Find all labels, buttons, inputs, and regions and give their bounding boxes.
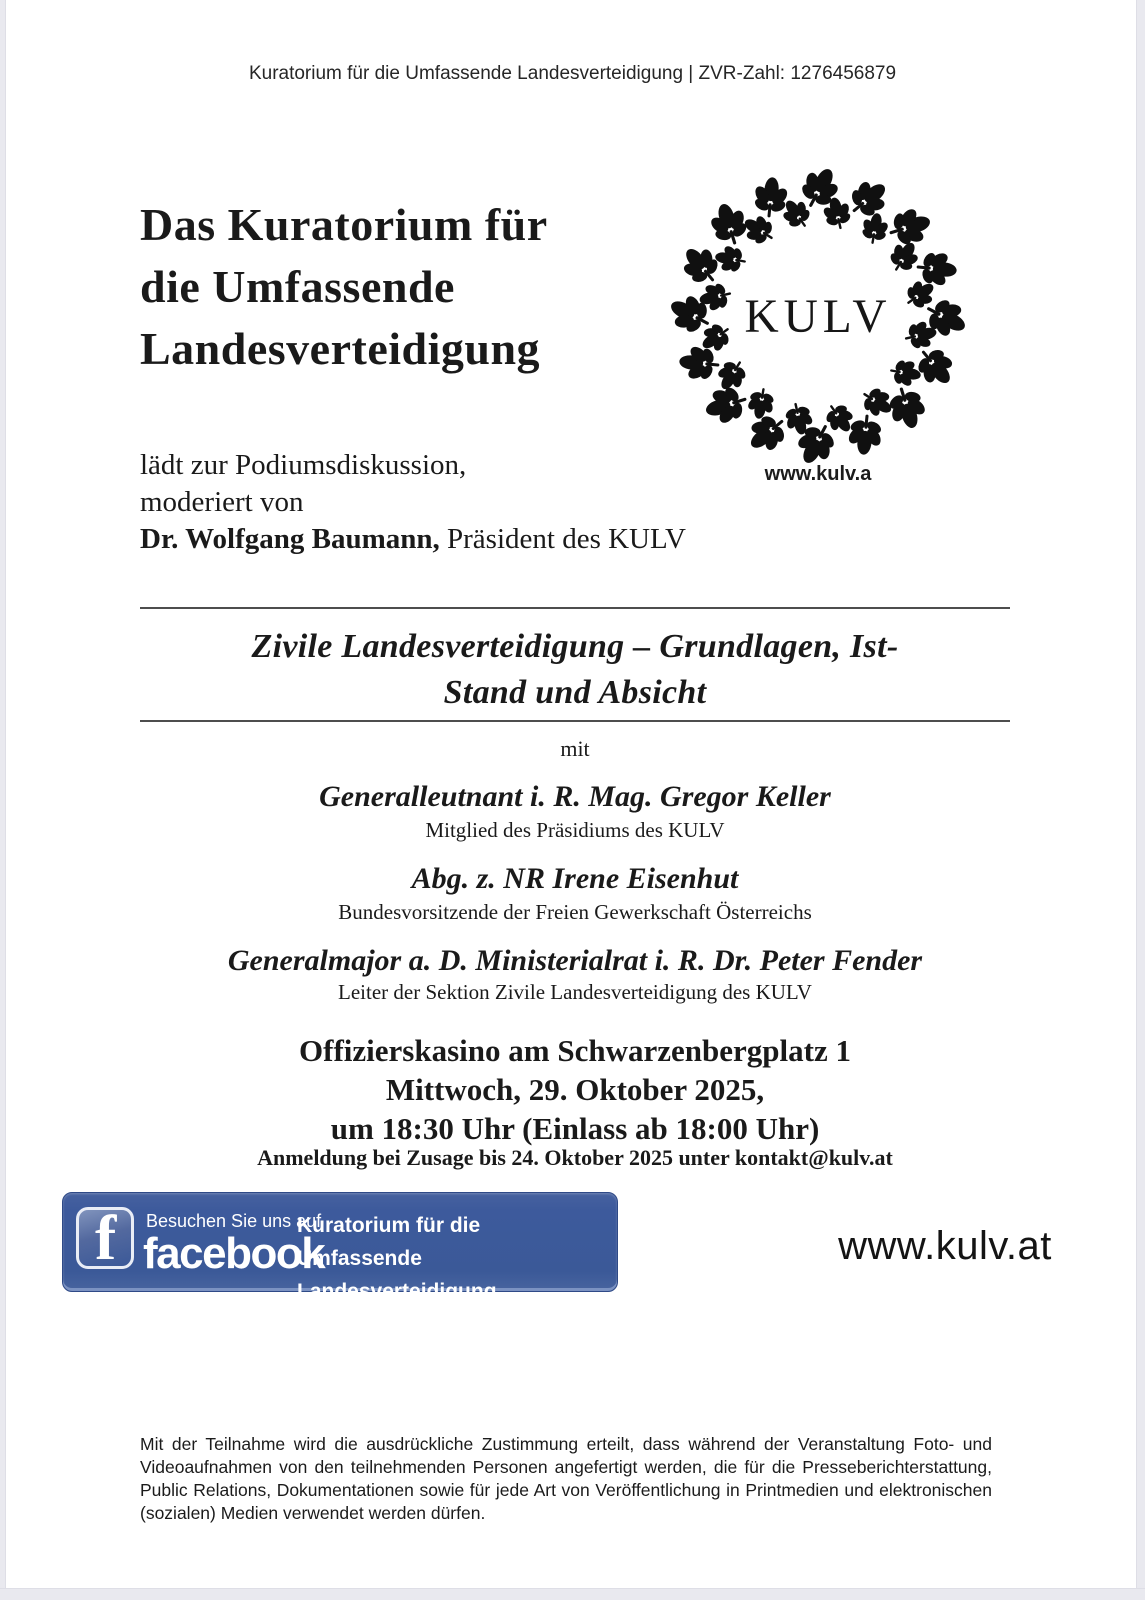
topic-line-1: Zivile Landesverteidigung – Grundlagen, Ist- <box>251 628 899 665</box>
intro-text <box>140 447 760 558</box>
event-time: um 18:30 Uhr (Einlass ab 18:00 Uhr) <box>330 1111 820 1146</box>
event-date: Mittwoch, 29. Oktober 2025, <box>385 1072 765 1107</box>
facebook-banner <box>62 1192 618 1303</box>
topic-title <box>140 624 1010 716</box>
divider-bottom <box>140 720 1010 722</box>
page-title <box>140 194 680 380</box>
scan-edge-left <box>0 0 6 1600</box>
topic-line-2: Stand und Absicht <box>443 674 707 711</box>
with-label: mit <box>560 736 590 761</box>
logo-acronym: KULV <box>744 290 892 343</box>
website-url: www.kulv.at <box>838 1224 1052 1268</box>
facebook-page-name-line-1: Kuratorium für die <box>297 1214 481 1237</box>
speaker-name: Generalleutnant i. R. Mag. Gregor Keller <box>319 780 831 813</box>
speaker-role: Leiter der Sektion Zivile Landesverteidigung des KULV <box>338 980 812 1004</box>
facebook-page-name <box>297 1209 612 1308</box>
speaker-role: Bundesvorsitzende der Freien Gewerkschaft Österreichs <box>338 900 812 924</box>
oak-wreath-icon <box>670 168 966 464</box>
speaker-name: Generalmajor a. D. Ministerialrat i. R. Dr. Peter Fender <box>227 944 923 977</box>
document-header: Kuratorium für die Umfassende Landesverteidigung | ZVR-Zahl: 1276456879 <box>248 63 897 84</box>
logo-website: www.kulv.a <box>764 463 872 485</box>
page-title-line-3: Landesverteidigung <box>140 323 541 374</box>
scan-edge-bottom <box>0 1588 1145 1600</box>
page-title-line-1: Das Kuratorium für <box>140 199 548 250</box>
kulv-logo <box>668 168 968 486</box>
speaker-role: Mitglied des Präsidiums des KULV <box>425 818 725 842</box>
photo-consent-disclaimer: Mit der Teilnahme wird die ausdrückliche Zustimmung erteilt, dass während der Veranstaltung Foto- und Videoaufnahmen von den teilnehmenden Personen angefertigt werden, die für die Presseberichterstattung, Public Relations, Dokumentationen sowie für jede Art von Veröffentlichung in Printmedien und elektronischen (sozialen) Medien verwendet werden dürfen. <box>140 1434 992 1523</box>
intro-line-2: moderiert von <box>140 486 304 518</box>
facebook-f-icon: f <box>76 1207 134 1269</box>
moderator-line <box>140 521 760 558</box>
event-details <box>140 1031 1010 1148</box>
facebook-visit-text: Besuchen Sie uns auf <box>146 1211 322 1231</box>
page-title-line-2: die Umfassende <box>140 261 455 312</box>
registration-note: Anmeldung bei Zusage bis 24. Oktober 2025 unter kontakt@kulv.at <box>257 1145 893 1170</box>
intro-line-1: lädt zur Podiumsdiskussion, <box>140 449 467 481</box>
moderator-name: Dr. Wolfgang Baumann, <box>140 523 440 555</box>
facebook-page-name-line-2: Umfassende Landesverteidigung <box>297 1247 497 1303</box>
event-venue: Offizierskasino am Schwarzenbergplatz 1 <box>299 1033 851 1068</box>
scan-edge-right <box>1136 0 1145 1600</box>
facebook-wordmark: facebook <box>143 1229 325 1278</box>
moderator-title: Präsident des KULV <box>439 523 686 555</box>
speaker-name: Abg. z. NR Irene Eisenhut <box>411 862 739 895</box>
divider-top <box>140 607 1010 609</box>
